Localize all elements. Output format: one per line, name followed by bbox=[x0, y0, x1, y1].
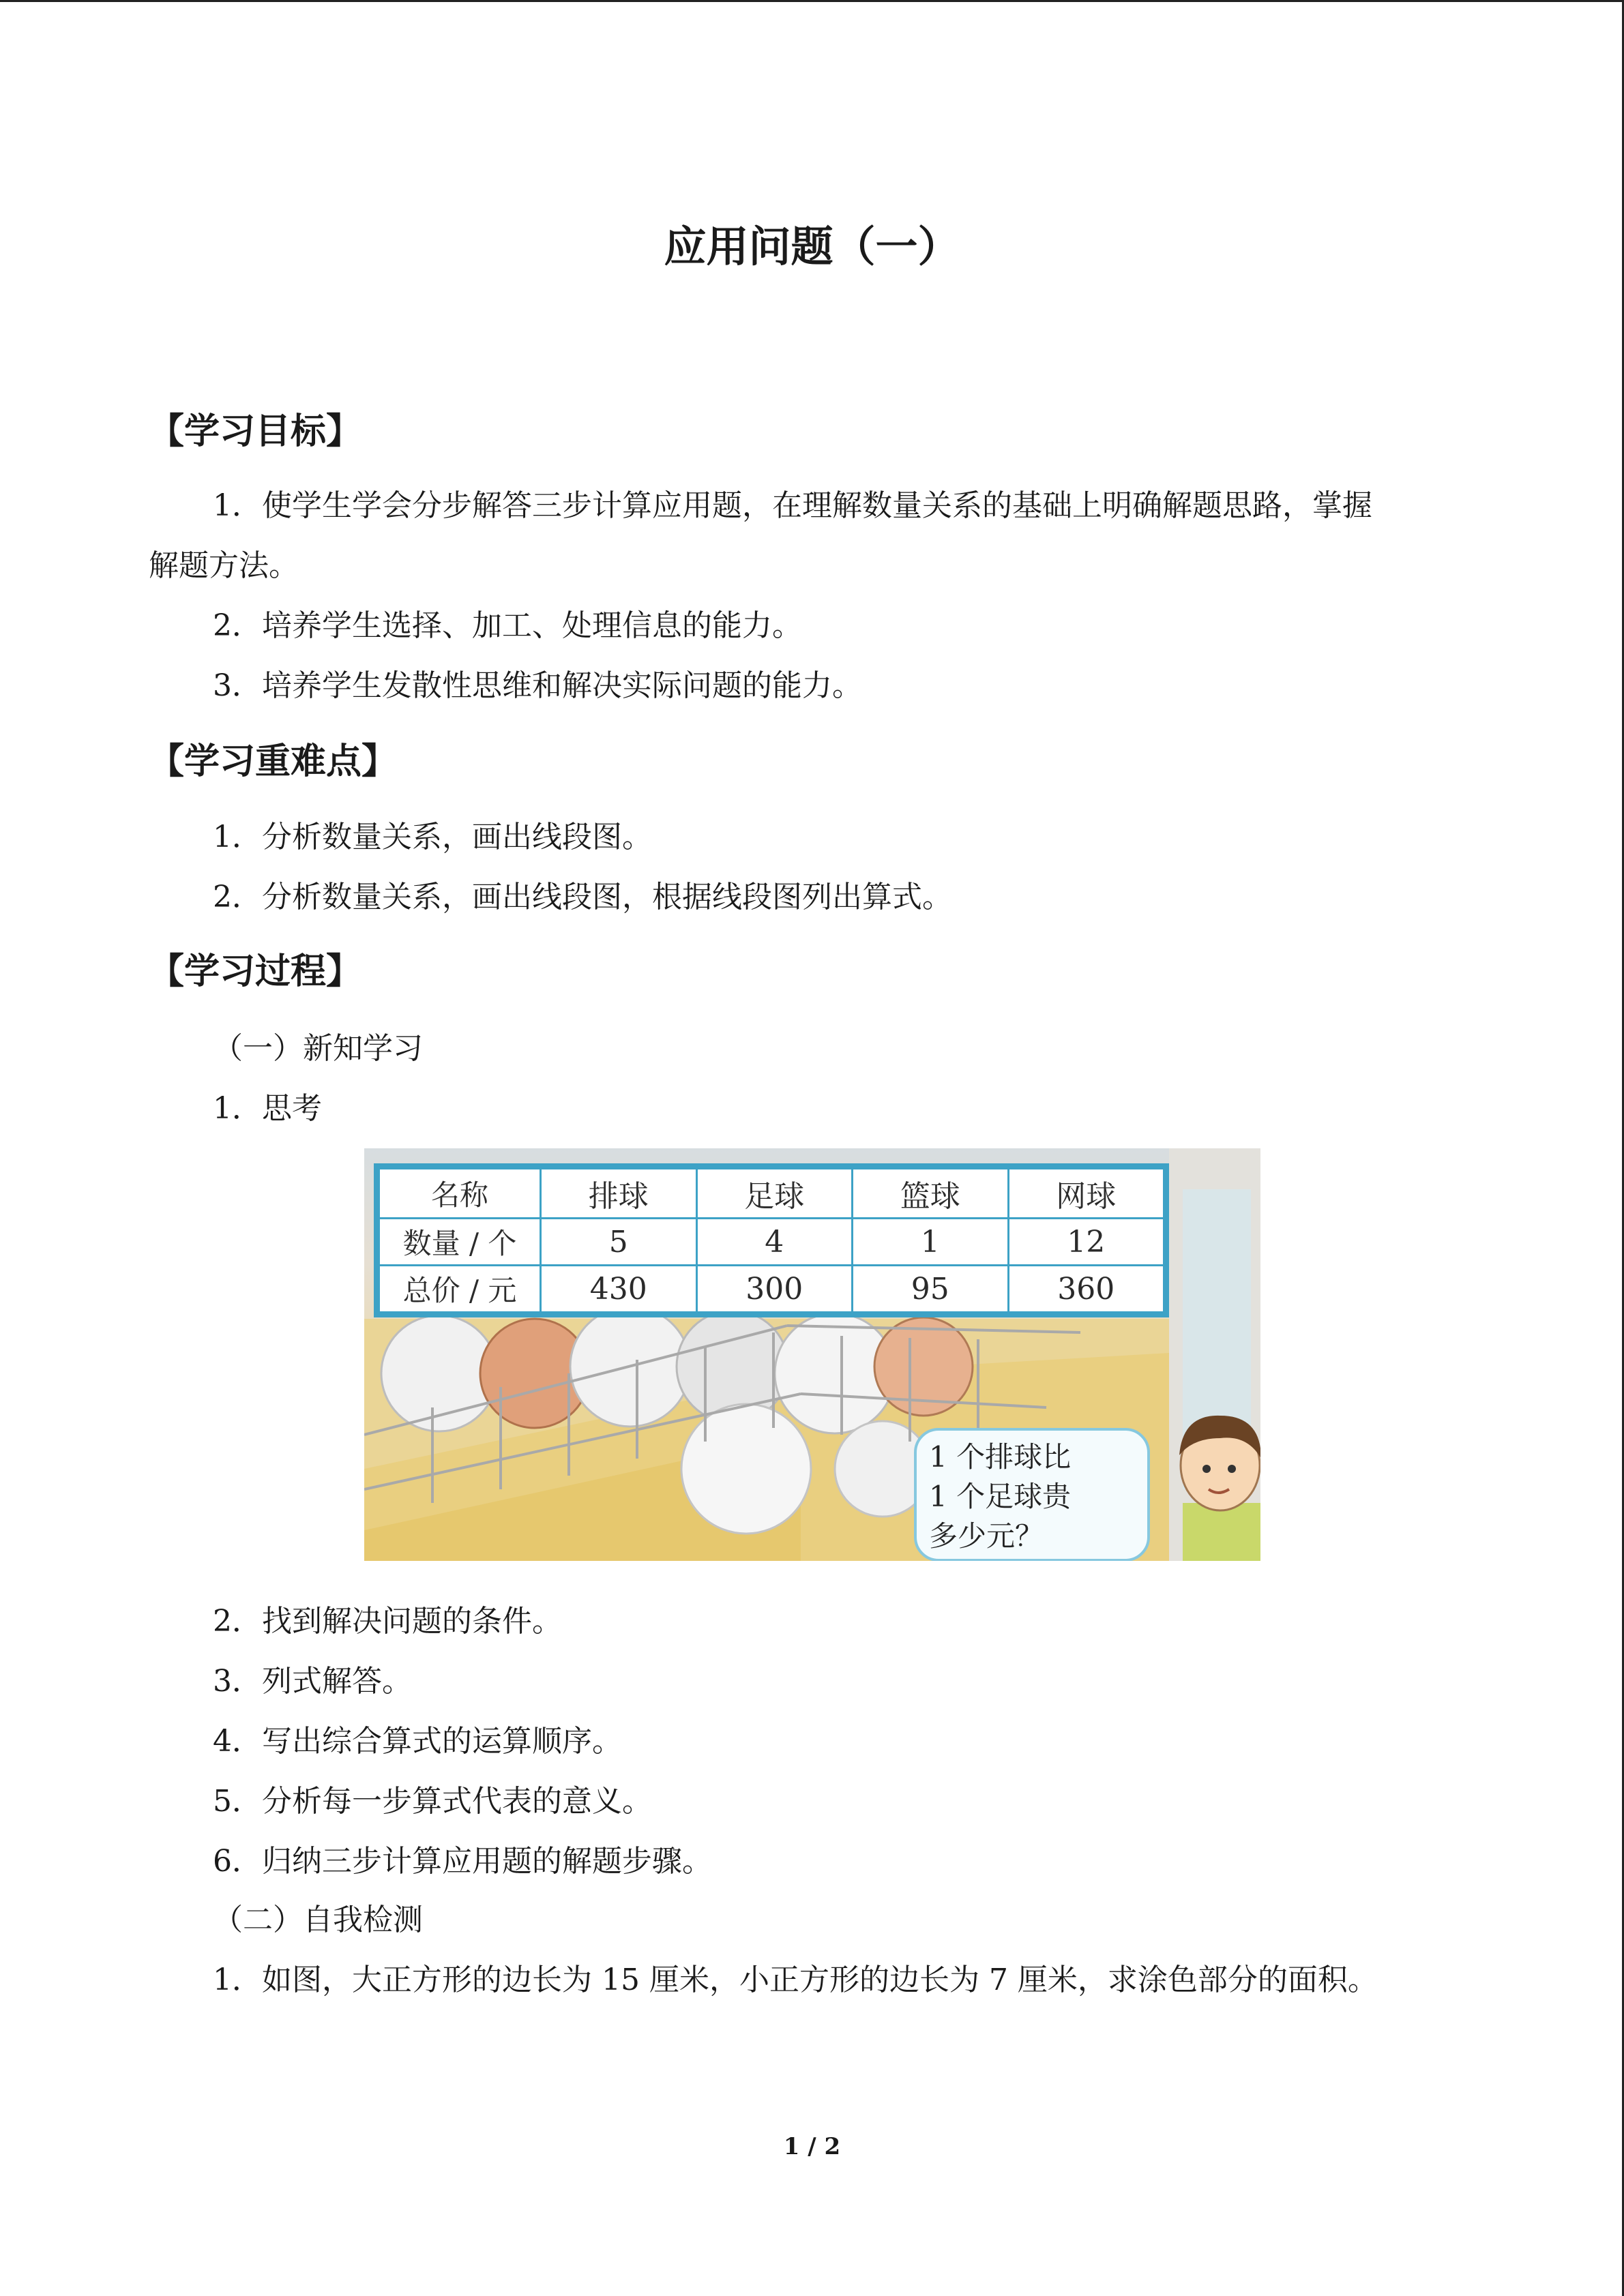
table-cell: 数量 / 个 bbox=[379, 1219, 541, 1266]
step-4: 4．写出综合算式的运算顺序。 bbox=[213, 1724, 622, 1759]
table-header-cell: 排球 bbox=[541, 1169, 697, 1219]
table-cell: 12 bbox=[1008, 1219, 1164, 1266]
section-heading-goals: 【学习目标】 bbox=[149, 411, 362, 452]
section-heading-process: 【学习过程】 bbox=[149, 951, 362, 992]
step-1: 1．思考 bbox=[213, 1091, 322, 1126]
table-header-cell: 足球 bbox=[696, 1169, 853, 1219]
table-cell: 430 bbox=[541, 1266, 697, 1313]
section-heading-key-points: 【学习重难点】 bbox=[149, 741, 398, 782]
table-header-row bbox=[379, 1169, 1164, 1219]
goal-item-3: 3．培养学生发散性思维和解决实际问题的能力。 bbox=[213, 668, 862, 703]
step-6: 6．归纳三步计算应用题的解题步骤。 bbox=[213, 1844, 712, 1879]
table-header-cell: 名称 bbox=[379, 1169, 541, 1219]
goal-item-2: 2．培养学生选择、加工、处理信息的能力。 bbox=[213, 608, 802, 643]
table-cell: 5 bbox=[541, 1219, 697, 1266]
table-header-cell: 篮球 bbox=[853, 1169, 1009, 1219]
table-cell: 95 bbox=[853, 1266, 1009, 1313]
table-cell: 1 bbox=[853, 1219, 1009, 1266]
page-number: 1 / 2 bbox=[783, 2133, 841, 2160]
ball-price-table bbox=[374, 1163, 1169, 1317]
table-header-cell: 网球 bbox=[1008, 1169, 1164, 1219]
table-cell: 360 bbox=[1008, 1266, 1164, 1313]
key-point-1: 1．分析数量关系，画出线段图。 bbox=[213, 820, 652, 854]
table-row bbox=[379, 1266, 1164, 1313]
bubble-line: 1 个足球贵 bbox=[929, 1480, 1072, 1513]
bubble-line: 多少元？ bbox=[929, 1519, 1044, 1553]
table-cell: 300 bbox=[696, 1266, 853, 1313]
step-3: 3．列式解答。 bbox=[213, 1664, 412, 1699]
exercise-1: 1．如图，大正方形的边长为 15 厘米，小正方形的边长为 7 厘米，求涂色部分的面积。 bbox=[213, 1963, 1378, 1997]
key-point-2: 2．分析数量关系，画出线段图，根据线段图列出算式。 bbox=[213, 880, 952, 914]
ball-basket-illustration bbox=[364, 1148, 1260, 1561]
goal-item-1: 1．使学生学会分步解答三步计算应用题，在理解数量关系的基础上明确解题思路，掌握 bbox=[213, 488, 1372, 523]
boy-figure bbox=[1179, 1416, 1260, 1561]
part1-title: （一）新知学习 bbox=[213, 1031, 423, 1066]
table-cell: 总价 / 元 bbox=[379, 1266, 541, 1313]
bubble-line: 1 个排球比 bbox=[929, 1440, 1072, 1474]
step-5: 5．分析每一步算式代表的意义。 bbox=[213, 1784, 652, 1819]
goal-item-1-continued: 解题方法。 bbox=[149, 548, 299, 583]
page-title: 应用问题（一） bbox=[664, 222, 960, 271]
step-2: 2．找到解决问题的条件。 bbox=[213, 1604, 562, 1639]
speech-bubble bbox=[914, 1428, 1150, 1561]
table-cell: 4 bbox=[696, 1219, 853, 1266]
part2-title: （二）自我检测 bbox=[213, 1903, 423, 1937]
table-row bbox=[379, 1219, 1164, 1266]
